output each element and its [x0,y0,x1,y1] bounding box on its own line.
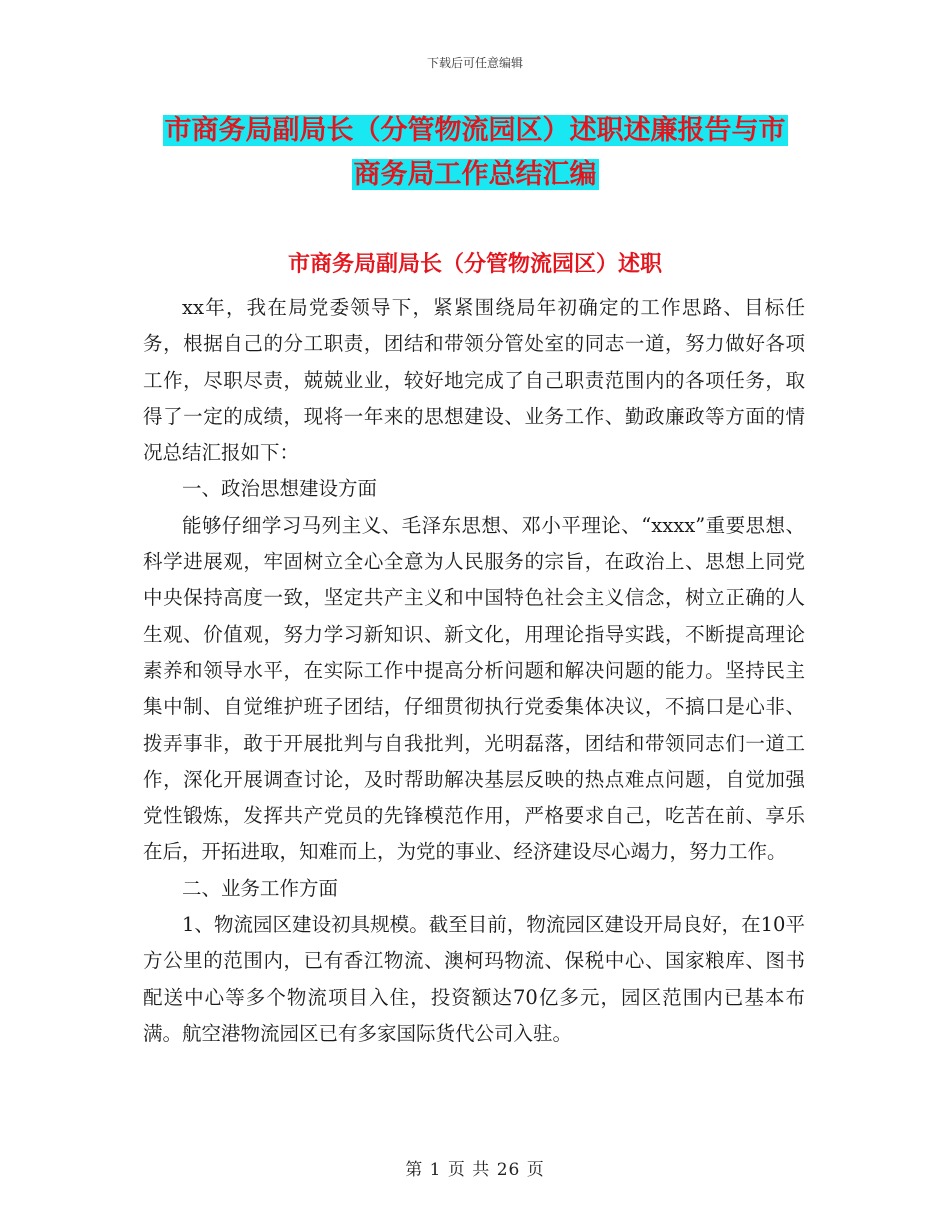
heading-business: 二、业务工作方面 [182,876,339,900]
paragraph-logistics: 1、物流园区建设初具规模。截至目前，物流园区建设开局良好，在10平方公里的范围内，已有香江物流、澳柯玛物流、保税中心、国家粮库、图书配送中心等多个物流项目入住，投资额达70亿多元，园区范围内已基本布满。航空港物流园区已有多家国际货代公司入驻。 [143,913,805,1045]
document-title-line-2 [0,156,950,194]
heading-political: 一、政治思想建设方面 [182,477,378,501]
title-highlight-2: 商务局工作总结汇编 [353,159,597,190]
document-body [143,290,805,1052]
header-note: 下载后可任意编辑 [426,56,523,70]
document-title-line-1 [0,112,950,150]
title-highlight-1: 市商务局副局长（分管物流园区）述职述廉报告与市 [164,115,786,146]
page-number: 第 1 页 共 26 页 [405,1160,545,1180]
paragraph-political: 能够仔细学习马列主义、毛泽东思想、邓小平理论、“xxxx”重要思想、科学进展观，牢固树立全心全意为人民服务的宗旨，在政治上、思想上同党中央保持高度一致，坚定共产主义和中国特色社会主义信念，树立正确的人生观、价值观，努力学习新知识、新文化，用理论指导实践，不断提高理论素养和领导水平，在实际工作中提高分析问题和解决问题的能力。坚持民主集中制、自觉维护班子团结，仔细贯彻执行党委集体决议，不搞口是心非、拨弄事非，敢于开展批判与自我批判，光明磊落，团结和带领同志们一道工作，深化开展调查讨论，及时帮助解决基层反映的热点难点问题，自觉加强党性锻炼，发挥共产党员的先锋模范作用，严格要求自己，吃苦在前、享乐在后，开拓进取，知难而上，为党的事业、经济建设尽心竭力，努力工作。 [143,513,805,864]
section-title: 市商务局副局长（分管物流园区）述职 [287,252,662,277]
paragraph-intro: xx年，我在局党委领导下，紧紧围绕局年初确定的工作思路、目标任务，根据自己的分工职责，团结和带领分管处室的同志一道，努力做好各项工作，尽职尽责，兢兢业业，较好地完成了自己职责范围内的各项任务，取得了一定的成绩，现将一年来的思想建设、业务工作、勤政廉政等方面的情况总结汇报如下： [143,296,805,465]
